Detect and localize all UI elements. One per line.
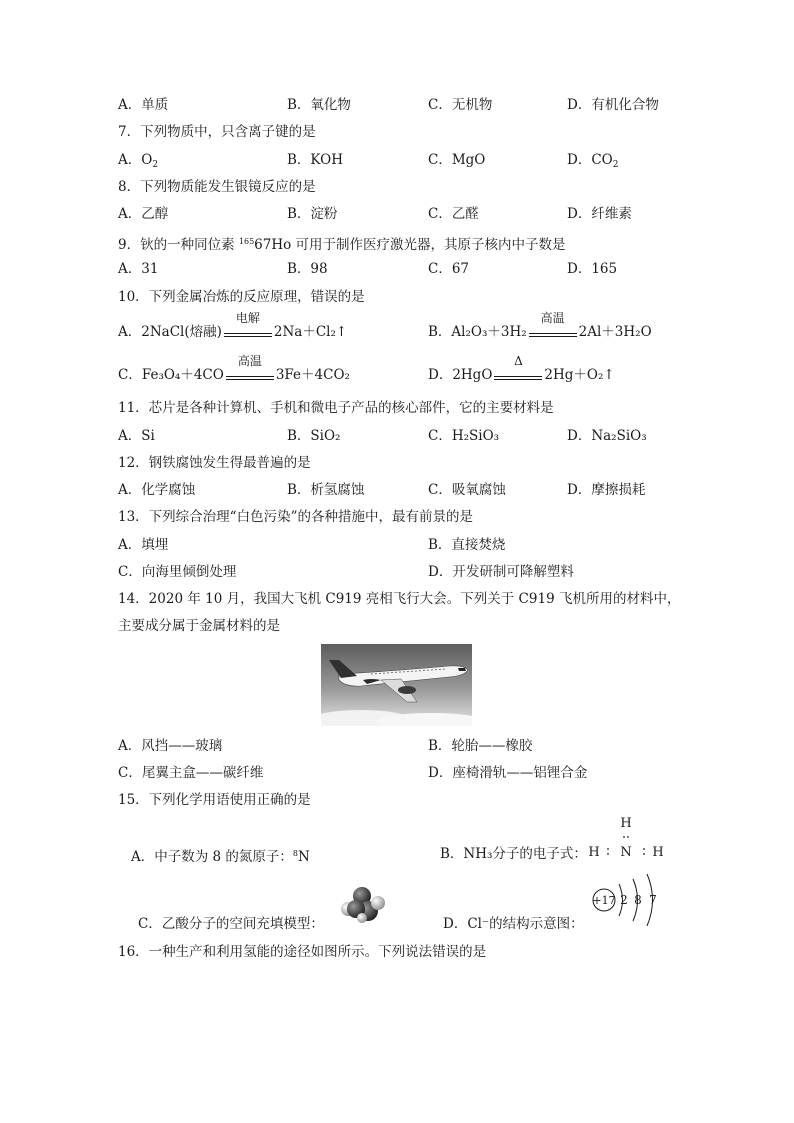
q10-option-b: B．Al₂O₃＋3H₂ 高温 2Al＋3H₂O bbox=[428, 310, 652, 340]
chloride-ion-structure-diagram bbox=[586, 870, 676, 930]
q15-option-a: A．中子数为 8 的氮原子：$^8$N bbox=[131, 849, 310, 865]
q8-stem: 8．下列物质能发生银镜反应的是 bbox=[118, 179, 316, 195]
q9-option-d: D．165 bbox=[567, 261, 618, 277]
nh3-n-center: N bbox=[620, 845, 632, 860]
q12-option-b: B．析氢腐蚀 bbox=[287, 482, 365, 498]
q8-option-d: D．纤维素 bbox=[567, 206, 632, 222]
q11-option-a: A．Si bbox=[118, 428, 155, 444]
q7-option-c: C．MgO bbox=[428, 152, 486, 168]
q7-option-a: A．$O_2$ bbox=[118, 152, 159, 170]
q13-stem: 13．下列综合治理“白色污染”的各种措施中，最有前景的是 bbox=[118, 509, 473, 525]
q15-option-d: D．Cl⁻的结构示意图： bbox=[443, 916, 584, 932]
q7-option-b: B．KOH bbox=[287, 152, 343, 168]
q10-option-d: D．2HgO Δ 2Hg＋O₂↑ bbox=[428, 353, 615, 383]
q14-option-d: D．座椅滑轨——铝锂合金 bbox=[428, 765, 588, 781]
q16-stem: 16．一种生产和利用氢能的途径如图所示。下列说法错误的是 bbox=[118, 944, 487, 960]
q15-option-c: C．乙酸分子的空间充填模型： bbox=[138, 916, 324, 932]
q7-option-d: D．$CO_2$ bbox=[567, 152, 619, 170]
q15-option-b: B．NH₃分子的电子式： bbox=[440, 846, 587, 862]
q8-option-c: C．乙醛 bbox=[428, 206, 479, 222]
q7-stem: 7．下列物质中，只含离子键的是 bbox=[118, 124, 316, 140]
q9-option-c: C．67 bbox=[428, 261, 470, 277]
cl-shell-2-electrons: 8 bbox=[634, 893, 642, 907]
q14-option-b: B．轮胎——橡胶 bbox=[428, 738, 533, 754]
acetic-acid-space-filling-model bbox=[338, 885, 388, 923]
q13-option-d: D．开发研制可降解塑料 bbox=[428, 564, 574, 580]
q15-stem: 15．下列化学用语使用正确的是 bbox=[118, 792, 311, 808]
q13-option-a: A．填埋 bbox=[118, 537, 169, 553]
cl-shell-1-electrons: 2 bbox=[620, 893, 628, 907]
cl-nucleus-charge: +17 bbox=[592, 894, 616, 907]
q11-stem: 11．芯片是各种计算机、手机和微电子产品的核心部件，它的主要材料是 bbox=[118, 400, 554, 416]
cl-shell-3-electrons: 7 bbox=[649, 893, 657, 907]
q6-option-b: B．氧化物 bbox=[287, 97, 351, 113]
reaction-condition-arrow: 高温 bbox=[527, 324, 579, 342]
q9-option-a: A．31 bbox=[118, 261, 159, 277]
c919-airplane-photo bbox=[321, 644, 472, 726]
q12-option-c: C．吸氧腐蚀 bbox=[428, 482, 506, 498]
q9-stem: 9．钬的一种同位素 $^{165}$67Ho 可用于制作医疗激光器，其原子核内中子数是 bbox=[118, 237, 566, 253]
q8-option-a: A．乙醇 bbox=[118, 206, 169, 222]
q13-option-c: C．向海里倾倒处理 bbox=[118, 564, 237, 580]
q6-option-a: A．单质 bbox=[118, 97, 169, 113]
q11-option-b: B．SiO₂ bbox=[287, 428, 341, 444]
q12-option-a: A．化学腐蚀 bbox=[118, 482, 196, 498]
q14-stem-line1: 14．2020 年 10 月，我国大飞机 C919 亮相飞行大会。下列关于 C919 飞机所用的材料中， bbox=[118, 591, 681, 607]
q10-stem: 10．下列金属冶炼的反应原理，错误的是 bbox=[118, 289, 365, 305]
q6-option-c: C．无机物 bbox=[428, 97, 493, 113]
q6-option-d: D．有机化合物 bbox=[567, 97, 659, 113]
reaction-condition-arrow: Δ bbox=[492, 367, 544, 385]
q8-option-b: B．淀粉 bbox=[287, 206, 338, 222]
nh3-electron-dot-formula bbox=[586, 812, 666, 868]
reaction-condition-arrow: 高温 bbox=[224, 367, 276, 385]
q9-option-b: B．98 bbox=[287, 261, 328, 277]
q14-option-c: C．尾翼主盒——碳纤维 bbox=[118, 765, 264, 781]
nh3-h-left: H bbox=[588, 845, 600, 860]
q11-option-c: C．H₂SiO₃ bbox=[428, 428, 500, 444]
q10-option-a: A．2NaCl(熔融) 电解 2Na＋Cl₂↑ bbox=[118, 310, 348, 340]
q12-option-d: D．摩擦损耗 bbox=[567, 482, 646, 498]
nh3-h-right: H bbox=[652, 845, 664, 860]
q11-option-d: D．Na₂SiO₃ bbox=[567, 428, 647, 444]
q14-stem-line2: 主要成分属于金属材料的是 bbox=[118, 618, 280, 634]
nh3-h-top: H bbox=[620, 816, 632, 831]
q10-option-c: C．Fe₃O₄＋4CO 高温 3Fe＋4CO₂ bbox=[118, 353, 350, 383]
q14-option-a: A．风挡——玻璃 bbox=[118, 738, 223, 754]
reaction-condition-arrow: 电解 bbox=[222, 324, 274, 342]
q13-option-b: B．直接焚烧 bbox=[428, 537, 506, 553]
q12-stem: 12．钢铁腐蚀发生得最普遍的是 bbox=[118, 455, 311, 471]
